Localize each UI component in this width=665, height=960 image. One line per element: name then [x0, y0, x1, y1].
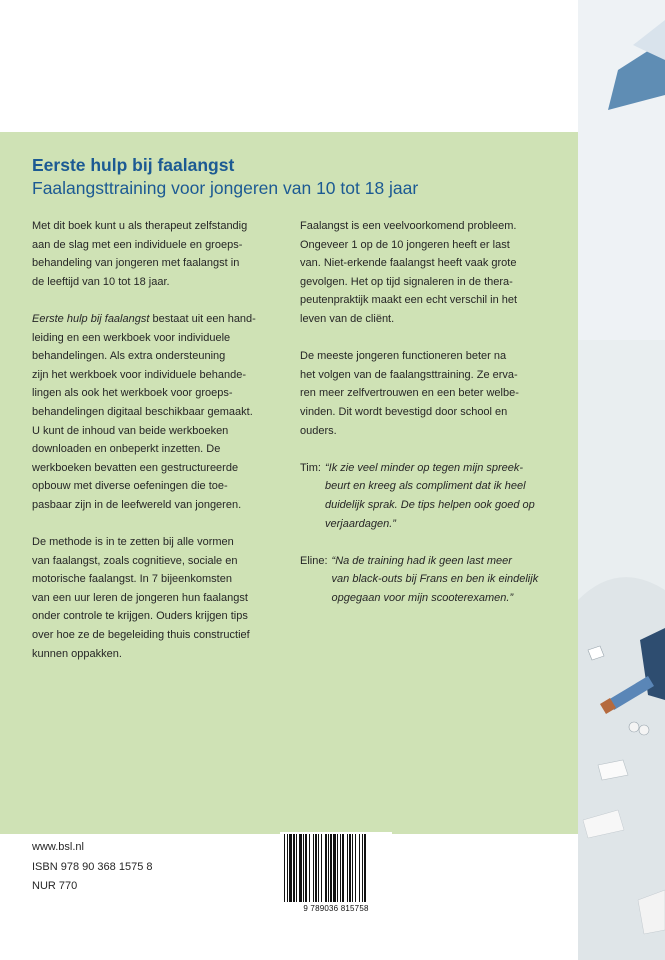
barcode-bar [284, 834, 285, 902]
barcode-bar [328, 834, 329, 902]
barcode-bar [321, 834, 322, 902]
barcode-bar [349, 834, 351, 902]
isbn-text: ISBN 978 90 368 1575 8 [32, 860, 153, 873]
intro-paragraph: Met dit boek kunt u als therapeut zelfstandig aan de slag met een individuele en groeps- behandeling van jongeren met faalangst in de leeftijd van 10 tot 18 jaar. [32, 220, 248, 288]
barcode-bar [347, 834, 348, 902]
barcode-bar [296, 834, 297, 902]
website-link[interactable]: www.bsl.nl [32, 841, 84, 853]
publication-info [32, 838, 152, 897]
barcode-bar [337, 834, 338, 902]
barcode-bar [364, 834, 366, 902]
quote-eline-text: “Na de training had ik geen last meer van black-outs bij Frans en ben ik eindelijk opgegaan voor mijn scooterexamen.” [331, 554, 539, 604]
contents-text: bestaat uit een hand- leiding en een werkboek voor individuele behandelingen. Als extra ondersteuning zijn het werkboek voor individuele behande- lingen als ook het werkboek voor groeps- behandelingen digitaal beschikbaar gemaakt. U kunt de inhoud van beide werkboeken downloaden en onbeperkt inzetten. De werkboeken bevatten een gestructureerde opbouw met diverse oefeningen die toe- pasbaar zijn in de leefwereld van jongeren. [32, 312, 256, 511]
barcode-bar [362, 834, 363, 902]
barcode-number: 9 789036 815758 [303, 904, 369, 913]
left-column [32, 217, 278, 682]
barcode-bars [280, 832, 392, 904]
quote-eline-name: Eline: [300, 554, 328, 567]
barcode-bar [289, 834, 292, 902]
quote-tim-name: Tim: [300, 461, 321, 474]
barcode-bar [359, 834, 360, 902]
barcode-bar [352, 834, 353, 902]
quote-tim [300, 459, 546, 533]
barcode-bar [318, 834, 319, 902]
quote-tim-text: “Ik zie veel minder op tegen mijn spreek- beurt en kreeg als compliment dat ik heel duidelijk sprak. De tips helpen ook goed op verjaardagen.” [324, 461, 535, 530]
barcode [280, 832, 392, 912]
right-column [300, 217, 546, 626]
barcode-bar [342, 834, 344, 902]
barcode-bar [293, 834, 295, 902]
barcode-bar [313, 834, 314, 902]
problem-paragraph: Faalangst is een veelvoorkomend probleem. Ongeveer 1 op de 10 jongeren heeft er last van. Niet-erkende faalangst heeft vaak grote gevolgen. Het op tijd signaleren in de thera- peutenpraktijk maakt een echt verschil in het leven van de cliënt. [300, 220, 518, 325]
barcode-bar [299, 834, 302, 902]
book-subtitle: Faalangsttraining voor jongeren van 10 tot 18 jaar [32, 178, 419, 198]
quote-eline [300, 552, 546, 608]
cover-illustration-strip [578, 0, 665, 960]
barcode-bar [309, 834, 310, 902]
method-paragraph: De methode is in te zetten bij alle vormen van faalangst, zoals cognitieve, sociale en motorische faalangst. In 7 bijeenkomsten van een uur leren de jongeren hun faalangst onder controle te krijgen. Ouders krijgen tips over hoe ze de begeleiding thuis constructief kunnen oppakken. [32, 536, 250, 660]
barcode-bar [303, 834, 304, 902]
contents-paragraph [32, 310, 278, 515]
book-title: Eerste hulp bij faalangst [32, 155, 235, 175]
barcode-bar [330, 834, 332, 902]
barcode-bar [305, 834, 307, 902]
results-paragraph: De meeste jongeren functioneren beter na het volgen van de faalangsttraining. Ze erva- ren meer zelfvertrouwen en een beter welbe- vinden. Dit wordt bevestigd door school en ouders. [300, 350, 519, 437]
contents-title: Eerste hulp bij faalangst [32, 312, 150, 325]
nur-text: NUR 770 [32, 880, 78, 893]
barcode-bar [333, 834, 336, 902]
barcode-bar [355, 834, 356, 902]
barcode-bar [315, 834, 317, 902]
barcode-bar [340, 834, 341, 902]
barcode-bar [287, 834, 288, 902]
barcode-bar [325, 834, 327, 902]
